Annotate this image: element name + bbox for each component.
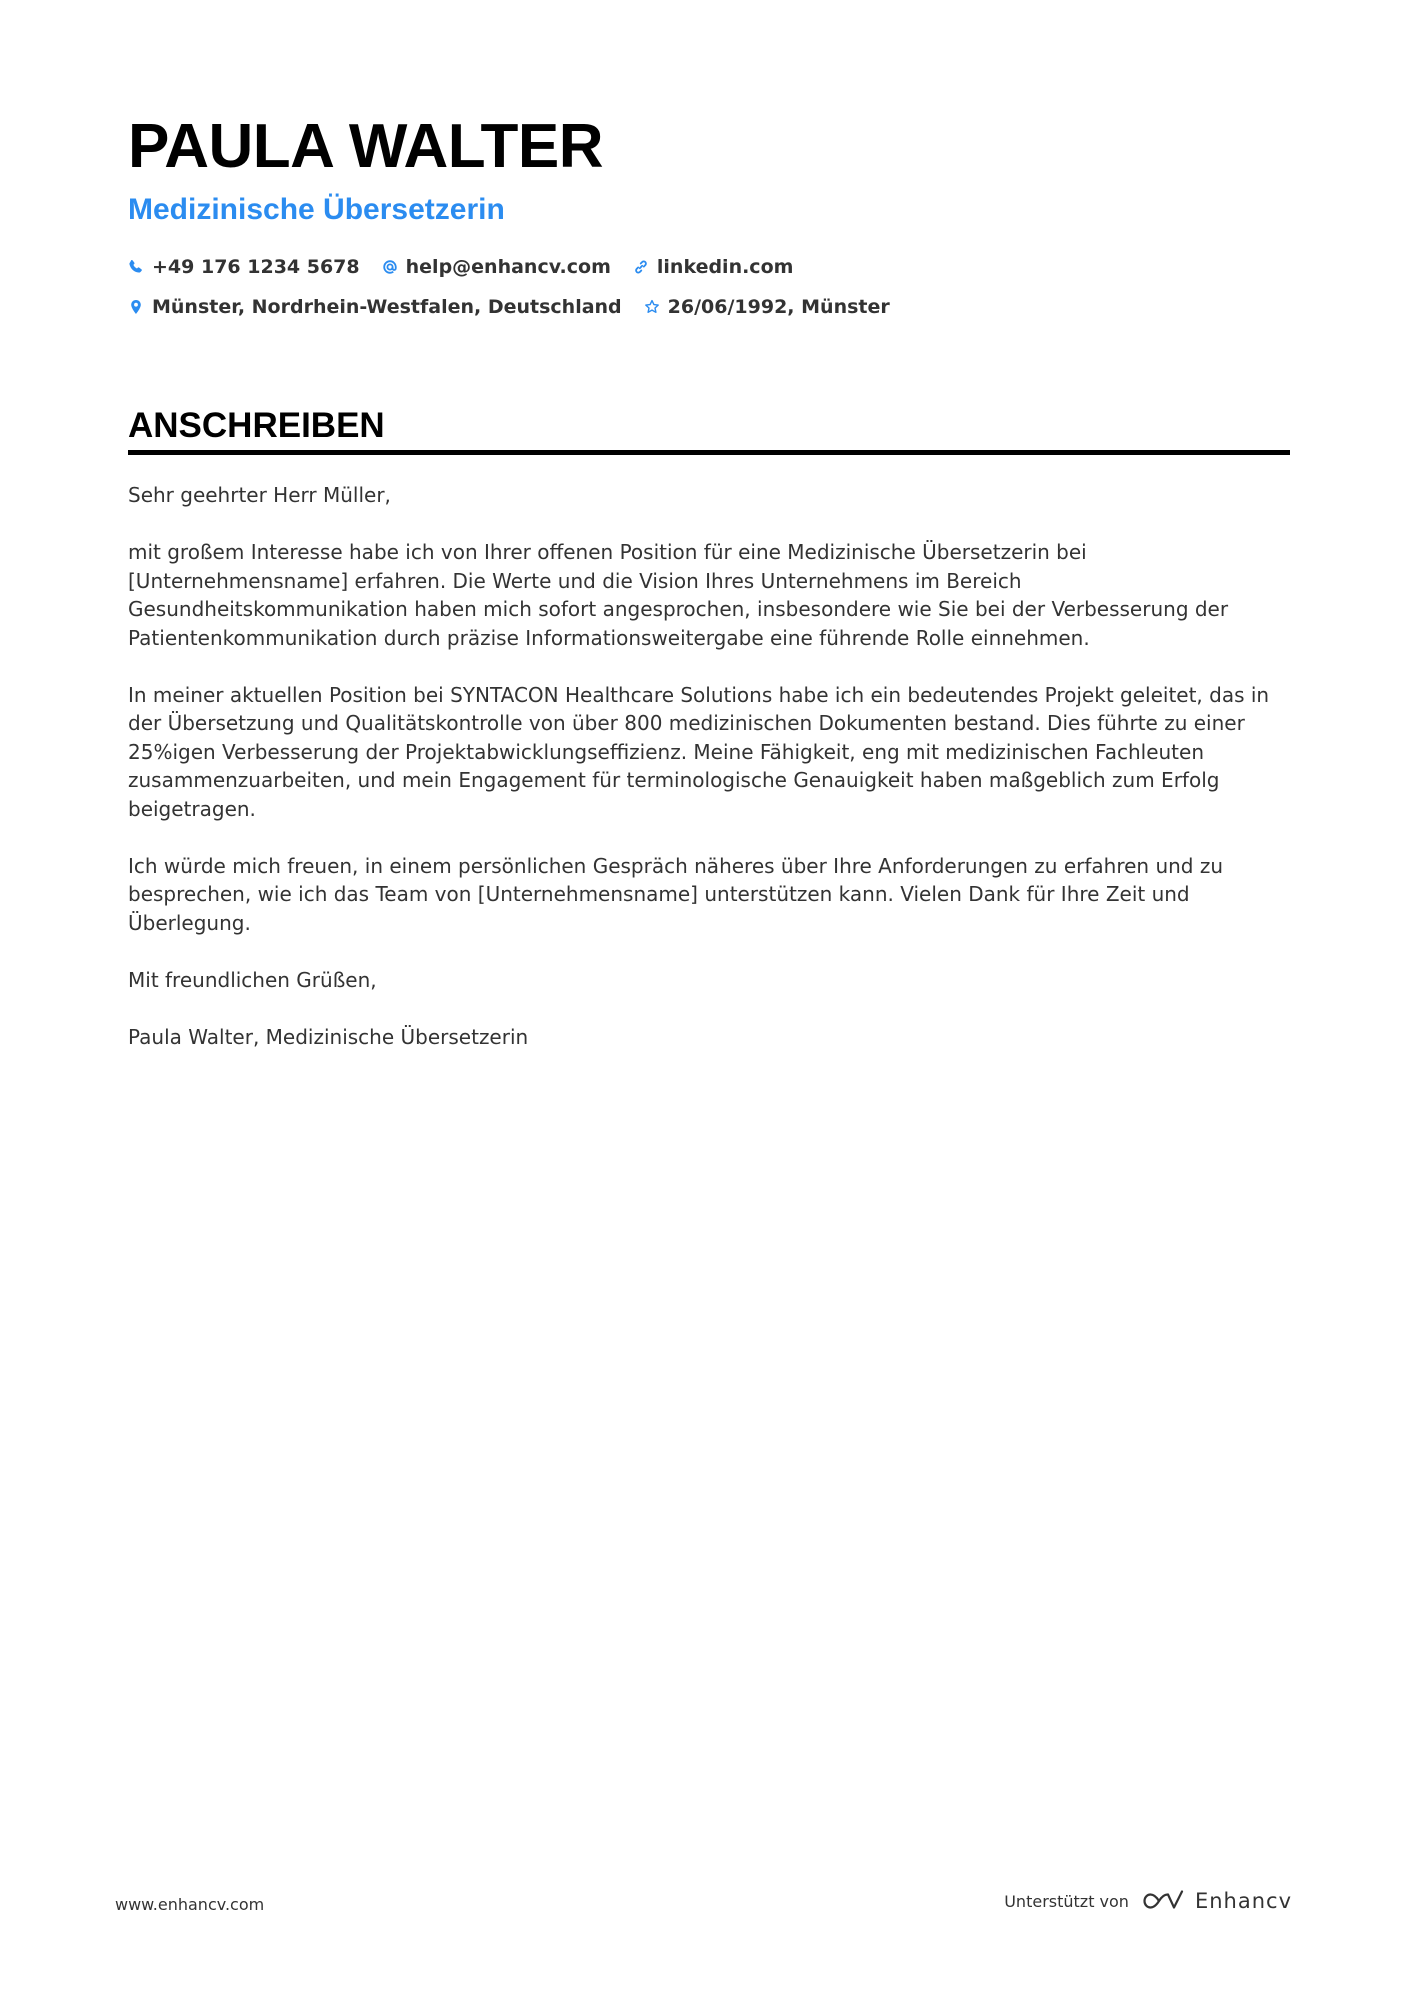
contact-info [128, 254, 1288, 320]
applicant-name: PAULA WALTER [128, 112, 604, 181]
salutation: Sehr geehrter Herr Müller, [128, 483, 391, 507]
email-text: help@enhancv.com [405, 256, 611, 278]
paragraph-1: mit großem Interesse habe ich von Ihrer offenen Position für eine Medizinische Übersetzerin bei [Unternehmensname] erfahren. Die Werte und die Vision Ihres Unternehmens im Bereich Gesundheitskommunikation haben mich sofort angesprochen, insbesondere wie Sie bei der Verbesserung der Patientenkommunikation durch präzise Informationsweitergabe eine führende Rolle einnehmen. [128, 540, 1229, 650]
enhancv-logo[interactable] [1141, 1888, 1292, 1914]
location-pin-icon [128, 299, 144, 315]
paragraph-3: Ich würde mich freuen, in einem persönlichen Gespräch näheres über Ihre Anforderungen zu erfahren und zu besprechen, wie ich das Team von [Unternehmensname] unterstützen kann. Vielen Dank für Ihre Zeit und Überlegung. [128, 853, 1224, 935]
phone-icon [128, 259, 144, 275]
powered-by-label: Unterstützt von [1004, 1891, 1129, 1911]
closing: Mit freundlichen Grüßen, [128, 967, 377, 992]
star-icon [644, 299, 660, 315]
section-divider [128, 450, 1290, 455]
at-icon [382, 259, 398, 275]
contact-location [128, 294, 622, 320]
job-title: Medizinische Übersetzerin [128, 193, 505, 226]
section-title: ANSCHREIBEN [128, 406, 385, 445]
header [128, 108, 1288, 320]
contact-email[interactable] [382, 254, 611, 280]
contact-linkedin[interactable] [633, 254, 794, 280]
footer-branding [1004, 1888, 1292, 1914]
contact-birth [644, 294, 890, 320]
link-icon [633, 259, 649, 275]
paragraph-2: In meiner aktuellen Position bei SYNTACON Healthcare Solutions habe ich ein bedeutendes Projekt geleitet, das in der Übersetzung und Qualitätskontrolle von über 800 medizinischen Dokumenten bestand. Dies führte zu einer 25%igen Verbesserung der Projektabwicklungseffizienz. Meine Fähigkeit, eng mit medizinischen Fachleuten zusammenzuarbeiten, und mein Engagement für terminologische Genauigkeit haben maßgeblich zum Erfolg beigetragen. [128, 682, 1270, 821]
letter-body [128, 481, 1290, 1051]
footer-website[interactable]: www.enhancv.com [115, 1895, 265, 1914]
location-text: Münster, Nordrhein-Westfalen, Deutschland [152, 296, 622, 318]
linkedin-text: linkedin.com [656, 256, 794, 278]
cover-letter-section [128, 404, 1290, 1080]
contact-phone[interactable] [128, 254, 360, 280]
phone-text: +49 176 1234 5678 [152, 256, 360, 278]
enhancv-logo-icon [1141, 1888, 1187, 1914]
birth-text: 26/06/1992, Münster [667, 296, 890, 318]
brand-name: Enhancv [1194, 1889, 1292, 1913]
signature: Paula Walter, Medizinische Übersetzerin [128, 1024, 529, 1049]
